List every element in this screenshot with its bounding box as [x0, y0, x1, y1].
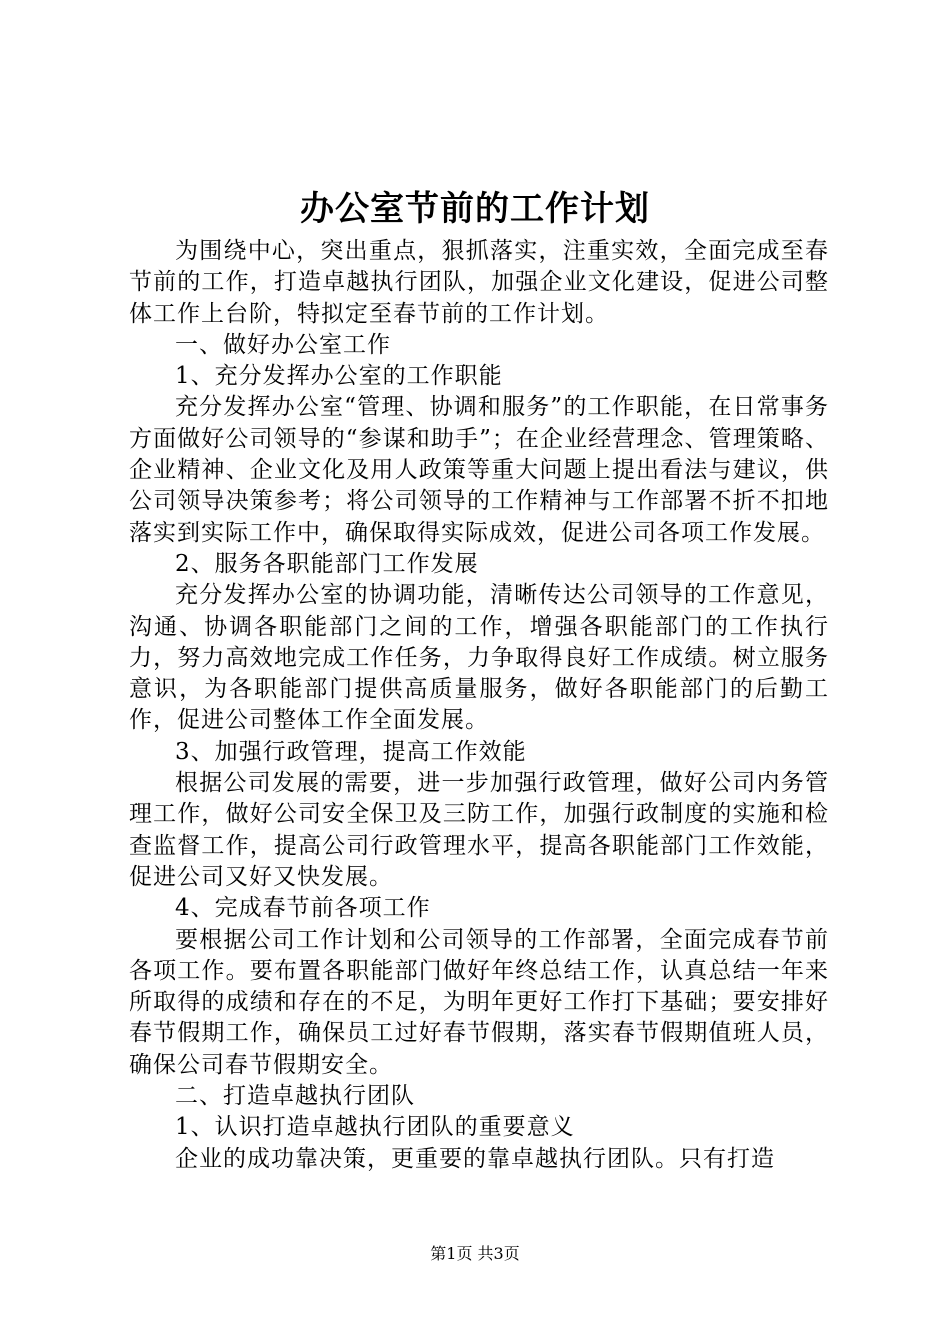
subheading-1-4: 4、完成春节前各项工作	[175, 895, 431, 922]
subheading-2-1: 1、认识打造卓越执行团队的重要意义	[175, 1114, 575, 1141]
subheading-1-2: 2、服务各职能部门工作发展	[175, 550, 479, 577]
page-footer: 第1页 共3页	[430, 1244, 520, 1263]
subheading-1-3: 3、加强行政管理，提高工作效能	[175, 738, 527, 765]
section-heading-2: 二、打造卓越执行团队	[175, 1083, 415, 1110]
section-heading-1: 一、做好办公室工作	[175, 331, 391, 358]
paragraph-1-3: 根据公司发展的需要，进一步加强行政管理，做好公司内务管理工作，做好公司安全保卫及三防工作，加强行政制度的实施和检查监督工作，提高公司行政管理水平，提高各职能部门工作效能，促进公司又好又快发展。	[129, 770, 829, 890]
paragraph-1-1: 充分发挥办公室“管理、协调和服务”的工作职能，在日常事务方面做好公司领导的“参谋和助手”；在企业经营理念、管理策略、企业精神、企业文化及用人政策等重大问题上提出看法与建议，供公司领导决策参考；将公司领导的工作精神与工作部署不折不扣地落实到实际工作中，确保取得实际成效，促进公司各项工作发展。	[129, 394, 829, 546]
paragraph-1-2: 充分发挥办公室的协调功能，清晰传达公司领导的工作意见，沟通、协调各职能部门之间的工作，增强各职能部门的工作执行力，努力高效地完成工作任务，力争取得良好工作成绩。树立服务意识，为各职能部门提供高质量服务，做好各职能部门的后勤工作，促进公司整体工作全面发展。	[129, 582, 829, 734]
document-body	[129, 236, 829, 1175]
paragraph-2-1: 企业的成功靠决策，更重要的靠卓越执行团队。只有打造	[175, 1145, 775, 1172]
document-title: 办公室节前的工作计划	[300, 189, 650, 229]
paragraph-1-4: 要根据公司工作计划和公司领导的工作部署，全面完成春节前各项工作。要布置各职能部门做好年终总结工作，认真总结一年来所取得的成绩和存在的不足，为明年更好工作打下基础；要安排好春节假期工作，确保员工过好春节假期，落实春节假期值班人员，确保公司春节假期安全。	[129, 926, 829, 1078]
paragraph-intro: 为围绕中心，突出重点，狠抓落实，注重实效，全面完成至春节前的工作，打造卓越执行团队，加强企业文化建设，促进公司整体工作上台阶，特拟定至春节前的工作计划。	[129, 238, 829, 327]
subheading-1-1: 1、充分发挥办公室的工作职能	[175, 363, 503, 390]
